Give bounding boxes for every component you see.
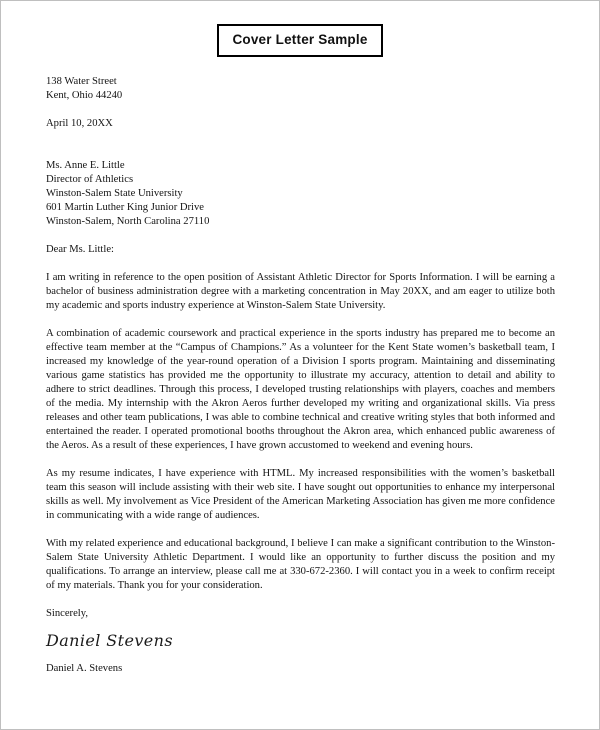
document-title: Cover Letter Sample xyxy=(232,32,368,47)
recipient-organization: Winston-Salem State University xyxy=(46,188,183,199)
recipient-city-state-zip: Winston-Salem, North Carolina 27110 xyxy=(46,216,210,227)
body-paragraph-2: A combination of academic coursework and practical experience in the sports industry has prepared me to become an effective team member at the “Campus of Champions.” As a volunteer for the Kent State women’s basketball team, I increased my knowledge of the year-round operation of a Division I sports program. Maintaining and disseminating various game statistics has provided me the opportunity to illustrate my accuracy, attention to detail and ability to adhere to strict deadlines. Through this process, I developed trusting relationships with players, coaches and members of the media. My internship with the Akron Aeros further developed my writing and organizational skills. Via press releases and other team publications, I was able to combine technical and creative writing styles that both informed and entertained the reader. I operated promotional booths throughout the Akron area, which enhanced public awareness of the Aeros. As a result of these experiences, I have grown accustomed to weekend and evening hours. xyxy=(46,328,555,451)
body-paragraph-1: I am writing in reference to the open position of Assistant Athletic Director for Sports Information. I will be earning a bachelor of business administration degree with a marketing concentration in May 20XX, and am eager to utilize both my academic and sports industry experience at Winston-Salem State University. xyxy=(46,272,555,311)
recipient-street: 601 Martin Luther King Junior Drive xyxy=(46,202,204,213)
salutation: Dear Ms. Little: xyxy=(46,244,114,255)
body-paragraph-3: As my resume indicates, I have experience with HTML. My increased responsibilities with the women’s basketball team this season will include assisting with their web site. I have sought out opportunities to enhance my interpersonal skills as well. My involvement as Vice President of the American Marketing Association has given me more confidence in communicating with a wide range of audiences. xyxy=(46,468,555,521)
sender-address-line: 138 Water Street xyxy=(46,76,117,87)
sender-address xyxy=(46,75,555,103)
document-title-box xyxy=(217,24,382,57)
closing: Sincerely, xyxy=(46,608,88,619)
recipient-title: Director of Athletics xyxy=(46,174,134,185)
sender-address-line: Kent, Ohio 44240 xyxy=(46,90,123,101)
body-paragraph-4: With my related experience and educational background, I believe I can make a significant contribution to the Winston-Salem State University Athletic Department. I would like an opportunity to further discuss the position and my qualifications. To arrange an interview, please call me at 330-672-2360. I will contact you in a week to confirm receipt of my materials. Thank you for your consideration. xyxy=(46,538,555,591)
letter-date: April 10, 20XX xyxy=(46,118,113,129)
recipient-address xyxy=(46,159,555,229)
signature-script: Daniel Stevens xyxy=(46,631,173,650)
letter-body xyxy=(46,75,555,676)
typed-name: Daniel A. Stevens xyxy=(46,663,123,674)
recipient-name: Ms. Anne E. Little xyxy=(46,160,125,171)
